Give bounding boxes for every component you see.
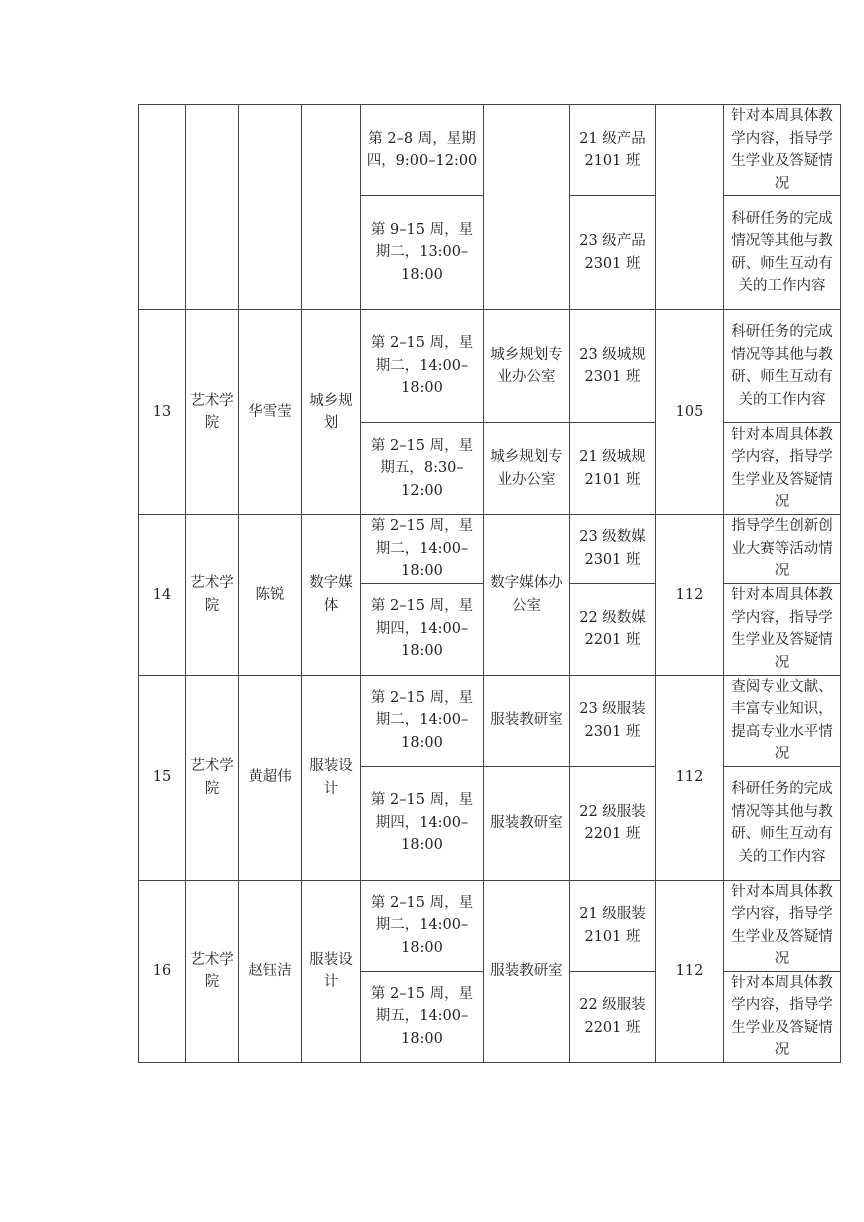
table-row bbox=[139, 675, 841, 766]
no-cell: 14 bbox=[139, 515, 186, 676]
content-cell: 科研任务的完成情况等其他与教研、师生互动有关的工作内容 bbox=[724, 196, 841, 310]
teacher-cell: 陈锐 bbox=[239, 515, 302, 676]
content-cell: 科研任务的完成情况等其他与教研、师生互动有关的工作内容 bbox=[724, 766, 841, 880]
teacher-cell: 黄超伟 bbox=[239, 675, 302, 880]
hours-cell: 112 bbox=[656, 880, 724, 1062]
hours-cell: 105 bbox=[656, 310, 724, 515]
time-cell: 第 2–15 周，星期二，14:00–18:00 bbox=[361, 515, 484, 584]
content-cell: 查阅专业文献、丰富专业知识，提高专业水平情况 bbox=[724, 675, 841, 766]
college-cell: 艺术学院 bbox=[186, 880, 239, 1062]
class-cell: 23 级城规 2301 班 bbox=[570, 310, 656, 423]
no-cell: 15 bbox=[139, 675, 186, 880]
class-cell: 23 级产品 2301 班 bbox=[570, 196, 656, 310]
no-cell: 13 bbox=[139, 310, 186, 515]
content-cell: 针对本周具体教学内容，指导学生学业及答疑情况 bbox=[724, 423, 841, 515]
hours-cell bbox=[656, 105, 724, 310]
time-cell: 第 2–15 周，星期四，14:00–18:00 bbox=[361, 583, 484, 675]
major-cell: 数字媒体 bbox=[302, 515, 361, 676]
major-cell: 服装设计 bbox=[302, 675, 361, 880]
place-cell: 城乡规划专业办公室 bbox=[484, 310, 570, 423]
class-cell: 21 级城规 2101 班 bbox=[570, 423, 656, 515]
table-row bbox=[139, 310, 841, 423]
content-cell: 针对本周具体教学内容，指导学生学业及答疑情况 bbox=[724, 583, 841, 675]
table-row bbox=[139, 515, 841, 584]
college-cell: 艺术学院 bbox=[186, 310, 239, 515]
table-row bbox=[139, 880, 841, 971]
college-cell: 艺术学院 bbox=[186, 675, 239, 880]
class-cell: 23 级服装 2301 班 bbox=[570, 675, 656, 766]
content-cell: 针对本周具体教学内容，指导学生学业及答疑情况 bbox=[724, 880, 841, 971]
class-cell: 21 级服装 2101 班 bbox=[570, 880, 656, 971]
college-cell bbox=[186, 105, 239, 310]
major-cell bbox=[302, 105, 361, 310]
time-cell: 第 2–8 周，星期四，9:00–12:00 bbox=[361, 105, 484, 196]
class-cell: 21 级产品 2101 班 bbox=[570, 105, 656, 196]
class-cell: 22 级服装 2201 班 bbox=[570, 971, 656, 1062]
hours-cell: 112 bbox=[656, 515, 724, 676]
class-cell: 23 级数媒 2301 班 bbox=[570, 515, 656, 584]
class-cell: 22 级数媒 2201 班 bbox=[570, 583, 656, 675]
table-row bbox=[139, 105, 841, 196]
time-cell: 第 2–15 周，星期五，14:00–18:00 bbox=[361, 971, 484, 1062]
time-cell: 第 9–15 周，星期二，13:00–18:00 bbox=[361, 196, 484, 310]
major-cell: 服装设计 bbox=[302, 880, 361, 1062]
place-cell bbox=[484, 105, 570, 310]
place-cell: 城乡规划专业办公室 bbox=[484, 423, 570, 515]
time-cell: 第 2–15 周，星期二，14:00–18:00 bbox=[361, 880, 484, 971]
hours-cell: 112 bbox=[656, 675, 724, 880]
place-cell: 服装教研室 bbox=[484, 880, 570, 1062]
no-cell bbox=[139, 105, 186, 310]
time-cell: 第 2–15 周，星期五，8:30–12:00 bbox=[361, 423, 484, 515]
time-cell: 第 2–15 周，星期四，14:00–18:00 bbox=[361, 766, 484, 880]
teacher-cell: 赵钰洁 bbox=[239, 880, 302, 1062]
schedule-table bbox=[138, 104, 841, 1063]
content-cell: 指导学生创新创业大赛等活动情况 bbox=[724, 515, 841, 584]
time-cell: 第 2–15 周，星期二，14:00–18:00 bbox=[361, 310, 484, 423]
college-cell: 艺术学院 bbox=[186, 515, 239, 676]
major-cell: 城乡规划 bbox=[302, 310, 361, 515]
place-cell: 服装教研室 bbox=[484, 675, 570, 766]
teacher-cell: 华雪莹 bbox=[239, 310, 302, 515]
place-cell: 服装教研室 bbox=[484, 766, 570, 880]
class-cell: 22 级服装 2201 班 bbox=[570, 766, 656, 880]
time-cell: 第 2–15 周，星期二，14:00–18:00 bbox=[361, 675, 484, 766]
teacher-cell bbox=[239, 105, 302, 310]
no-cell: 16 bbox=[139, 880, 186, 1062]
content-cell: 针对本周具体教学内容，指导学生学业及答疑情况 bbox=[724, 971, 841, 1062]
place-cell: 数字媒体办公室 bbox=[484, 515, 570, 676]
content-cell: 针对本周具体教学内容，指导学生学业及答疑情况 bbox=[724, 105, 841, 196]
content-cell: 科研任务的完成情况等其他与教研、师生互动有关的工作内容 bbox=[724, 310, 841, 423]
